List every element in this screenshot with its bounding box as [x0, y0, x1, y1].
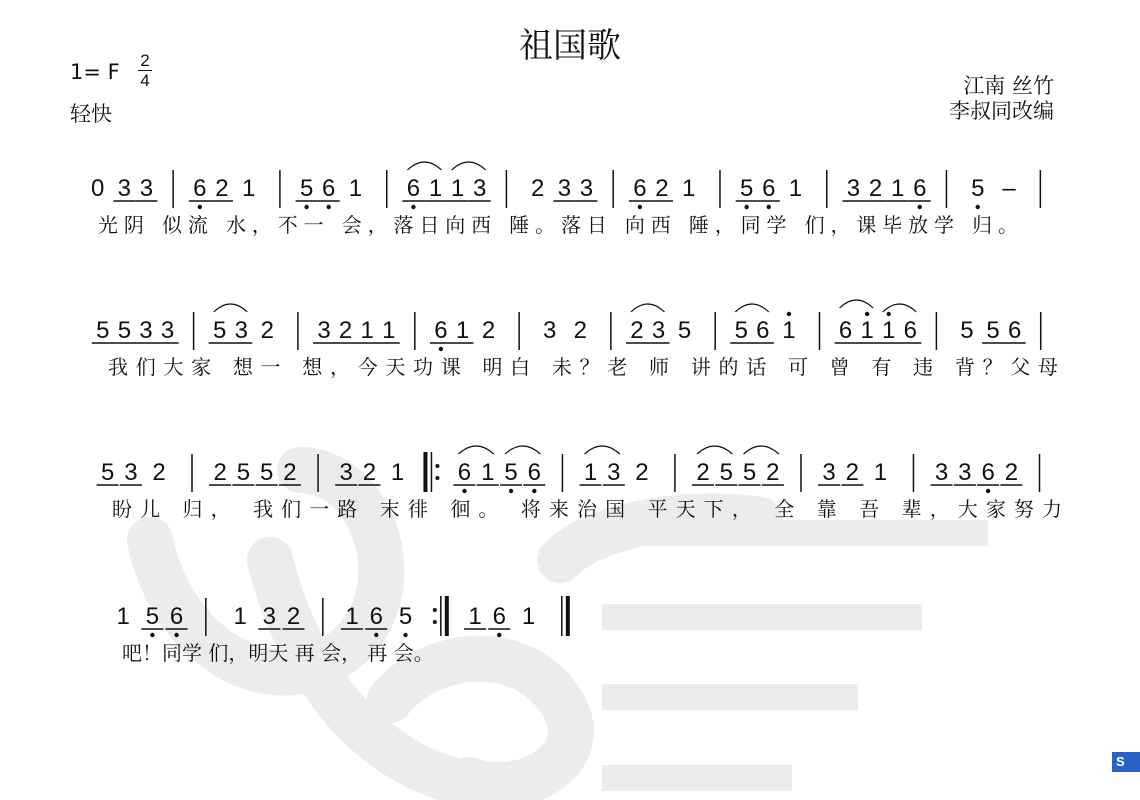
score-note: 1 — [481, 459, 495, 486]
repeat-dot — [435, 464, 439, 468]
score-note: 6 — [903, 317, 918, 344]
score-note: 6 — [838, 317, 853, 344]
score-note: 6 — [633, 175, 647, 202]
score-note: 3 — [543, 317, 557, 344]
slur-arc — [407, 162, 441, 170]
score-note: 5 — [742, 459, 757, 486]
score-note: 2 — [766, 459, 780, 486]
score-note: 5 — [117, 317, 132, 344]
score-note: 2 — [481, 317, 496, 344]
score-note: 6 — [527, 459, 541, 486]
slur-arc — [840, 300, 874, 308]
score-note: 1 — [468, 603, 482, 630]
score-note: 1 — [390, 459, 405, 486]
score-note: 6 — [457, 459, 472, 486]
low-octave-dot — [767, 205, 771, 209]
score-note: 2 — [260, 317, 275, 344]
score-note: 1 — [583, 459, 598, 486]
score-note: 3 — [934, 459, 949, 486]
high-octave-dot — [787, 312, 791, 316]
score-note: 5 — [986, 317, 1000, 344]
score-note: – — [1002, 175, 1016, 202]
lyric-line: 光阴 似流 水，不一 会，落日向西 陲。落日 向西 陲，同学 们，课毕放学 归。 — [98, 213, 1018, 237]
slur-arc — [735, 304, 769, 312]
credit-line-1: 江南 丝竹 — [963, 74, 1054, 98]
low-octave-dot — [976, 205, 980, 209]
low-octave-dot — [174, 633, 178, 637]
score-note: 5 — [719, 459, 733, 486]
score-note: 5 — [213, 317, 227, 344]
score-note: 2 — [696, 459, 710, 486]
score-note: 1 — [788, 175, 803, 202]
slur-arc — [452, 162, 486, 170]
score-note: 5 — [504, 459, 518, 486]
score-note: 6 — [169, 603, 184, 630]
score-note: 1 — [521, 603, 536, 630]
slur-arc — [214, 304, 248, 312]
score-note: 5 — [734, 317, 748, 344]
score-note: 2 — [362, 459, 377, 486]
low-octave-dot — [497, 633, 501, 637]
score-note: 5 — [971, 175, 985, 202]
score-note: 6 — [406, 175, 421, 202]
low-octave-dot — [918, 205, 922, 209]
time-signature-top: 2 — [140, 51, 150, 70]
score-note: 1 — [860, 317, 874, 344]
repeat-dot — [435, 476, 439, 480]
score-note: 3 — [160, 317, 175, 344]
score-note: 5 — [739, 175, 754, 202]
low-octave-dot — [374, 633, 378, 637]
score-note: 1 — [360, 317, 374, 344]
score-note: 3 — [234, 317, 248, 344]
score-note: 2 — [630, 317, 644, 344]
score-note: 2 — [868, 175, 883, 202]
score-note: 1 — [116, 603, 130, 630]
score-note: 6 — [369, 603, 383, 630]
score-note: 6 — [981, 459, 995, 486]
score-note: 5 — [259, 459, 274, 486]
score-note: 3 — [117, 175, 132, 202]
score-note: 3 — [557, 175, 572, 202]
low-octave-dot — [403, 633, 407, 637]
tempo-marking: 轻快 — [70, 102, 112, 126]
score-note: 1 — [882, 317, 896, 344]
score-note: 3 — [317, 317, 331, 344]
low-octave-dot — [986, 489, 990, 493]
repeat-dot — [433, 608, 437, 612]
score-note: 5 — [145, 603, 160, 630]
slur-arc — [883, 304, 917, 312]
score-note: 3 — [473, 175, 487, 202]
score-note: 2 — [1004, 459, 1019, 486]
score-note: 3 — [846, 175, 861, 202]
time-signature-bottom: 4 — [140, 71, 150, 90]
score-note: 5 — [236, 459, 251, 486]
score-note: 2 — [845, 459, 860, 486]
score-note: 3 — [139, 175, 154, 202]
score-note: 3 — [139, 317, 153, 344]
score-note: 1 — [382, 317, 396, 344]
score-note: 6 — [762, 175, 776, 202]
score-note: 5 — [100, 459, 115, 486]
score-note: 1 — [873, 459, 888, 486]
high-octave-dot — [865, 312, 869, 316]
key-signature: 1= F — [70, 60, 120, 84]
score-note: 1 — [428, 175, 443, 202]
slur-arc — [458, 446, 493, 454]
score-note: 5 — [677, 317, 692, 344]
slur-arc — [631, 304, 665, 312]
low-octave-dot — [439, 347, 443, 351]
score-note: 6 — [434, 317, 448, 344]
score-note: 3 — [958, 459, 972, 486]
lyric-line: 我们大家 想一 想，今天功课 明白 未？老 师 讲的话 可 曾 有 违 背？父母 — [108, 355, 1058, 379]
low-octave-dot — [327, 205, 331, 209]
score-note: 3 — [607, 459, 621, 486]
repeat-dot — [433, 620, 437, 624]
low-octave-dot — [638, 205, 642, 209]
song-title: 祖国歌 — [519, 26, 621, 66]
score-note: 2 — [338, 317, 353, 344]
slur-arc — [744, 446, 779, 454]
score-note: 0 — [90, 175, 105, 202]
score-note: 5 — [398, 603, 413, 630]
score-note: 3 — [651, 317, 666, 344]
site-logo: S — [1112, 752, 1140, 772]
credit-line-2: 李叔同改编 — [949, 99, 1054, 123]
score-note: 6 — [193, 175, 207, 202]
low-octave-dot — [198, 205, 202, 209]
score-note: 2 — [152, 459, 166, 486]
score-note: 6 — [756, 317, 770, 344]
score-note: 2 — [286, 603, 301, 630]
slur-arc — [585, 446, 620, 454]
low-octave-dot — [509, 489, 513, 493]
score-note: 1 — [345, 603, 359, 630]
score-note: 3 — [339, 459, 353, 486]
score-note: 2 — [283, 459, 297, 486]
high-octave-dot — [887, 312, 891, 316]
score-note: 1 — [241, 175, 256, 202]
score-note: 1 — [455, 317, 470, 344]
score-note: 6 — [322, 175, 336, 202]
score-note: 1 — [890, 175, 905, 202]
score-note: 1 — [782, 317, 796, 344]
score-note: 5 — [96, 317, 110, 344]
low-octave-dot — [150, 633, 154, 637]
score-note: 2 — [635, 459, 649, 486]
low-octave-dot — [304, 205, 308, 209]
score-note: 1 — [450, 175, 465, 202]
score-note: 3 — [262, 603, 277, 630]
score-note: 2 — [531, 175, 545, 202]
score-note: 5 — [299, 175, 314, 202]
score-note: 5 — [960, 317, 974, 344]
lyric-line: 吧！同学 们，明天 再 会， 再 会。 — [122, 641, 434, 665]
low-octave-dot — [462, 489, 466, 493]
score-note: 3 — [579, 175, 594, 202]
low-octave-dot — [532, 489, 536, 493]
score-note: 3 — [822, 459, 836, 486]
score-note: 2 — [573, 317, 587, 344]
low-octave-dot — [744, 205, 748, 209]
low-octave-dot — [411, 205, 415, 209]
score-note: 1 — [681, 175, 696, 202]
score-note: 2 — [213, 459, 227, 486]
score-note: 6 — [492, 603, 506, 630]
score-note: 6 — [1007, 317, 1022, 344]
slur-arc — [697, 446, 732, 454]
lyric-line: 盼儿 归， 我们一路 末徘 徊。 将来治国 平天下， 全 靠 吾 辈，大家努力 — [112, 497, 1062, 521]
score-note: 1 — [233, 603, 247, 630]
score-note: 2 — [655, 175, 669, 202]
score-note: 1 — [348, 175, 363, 202]
score-note: 3 — [124, 459, 138, 486]
slur-arc — [505, 446, 540, 454]
score-note: 2 — [215, 175, 229, 202]
score-note: 6 — [913, 175, 927, 202]
